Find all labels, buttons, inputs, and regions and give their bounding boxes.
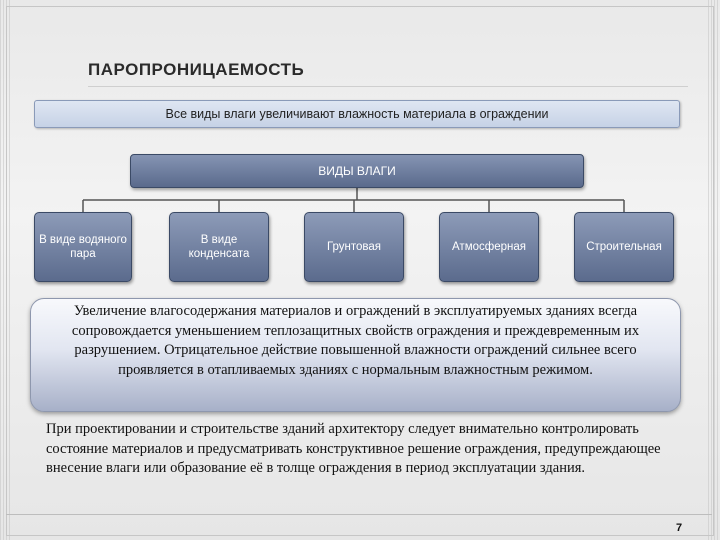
moisture-types-node: ВИДЫ ВЛАГИ (130, 154, 584, 188)
slide-title: ПАРОПРОНИЦАЕМОСТЬ (88, 60, 305, 79)
footer-rule (6, 514, 712, 515)
category-condensate: В виде конденсата (169, 212, 269, 282)
page-number: 7 (676, 522, 683, 534)
summary-banner: Все виды влаги увеличивают влажность материала в ограждении (34, 100, 680, 128)
category-atmospheric: Атмосферная (439, 212, 539, 282)
category-construction: Строительная (574, 212, 674, 282)
callout-box (30, 298, 681, 412)
callout-text: Увеличение влагосодержания материалов и ограждений в эксплуатируемых зданиях всегда сопровождается уменьшением теплозащитных свойств ограждения и преждевременным их разрушением. Отрицательное действие повышенной влажности ограждений сильнее всего проявляется в отапливаемых зданиях с нормальным влажностным режимом. (71, 303, 640, 378)
category-water-vapor: В виде водяного пара (34, 212, 132, 282)
category-ground: Грунтовая (304, 212, 404, 282)
body-paragraph: При проектировании и строительстве зданий архитектору следует внимательно контролировать состояние материалов и предусматривать конструктивное решение ограждения, предупреждающее внесение влаги или образование её в толще ограждения в период эксплуатации здания. (46, 421, 661, 476)
